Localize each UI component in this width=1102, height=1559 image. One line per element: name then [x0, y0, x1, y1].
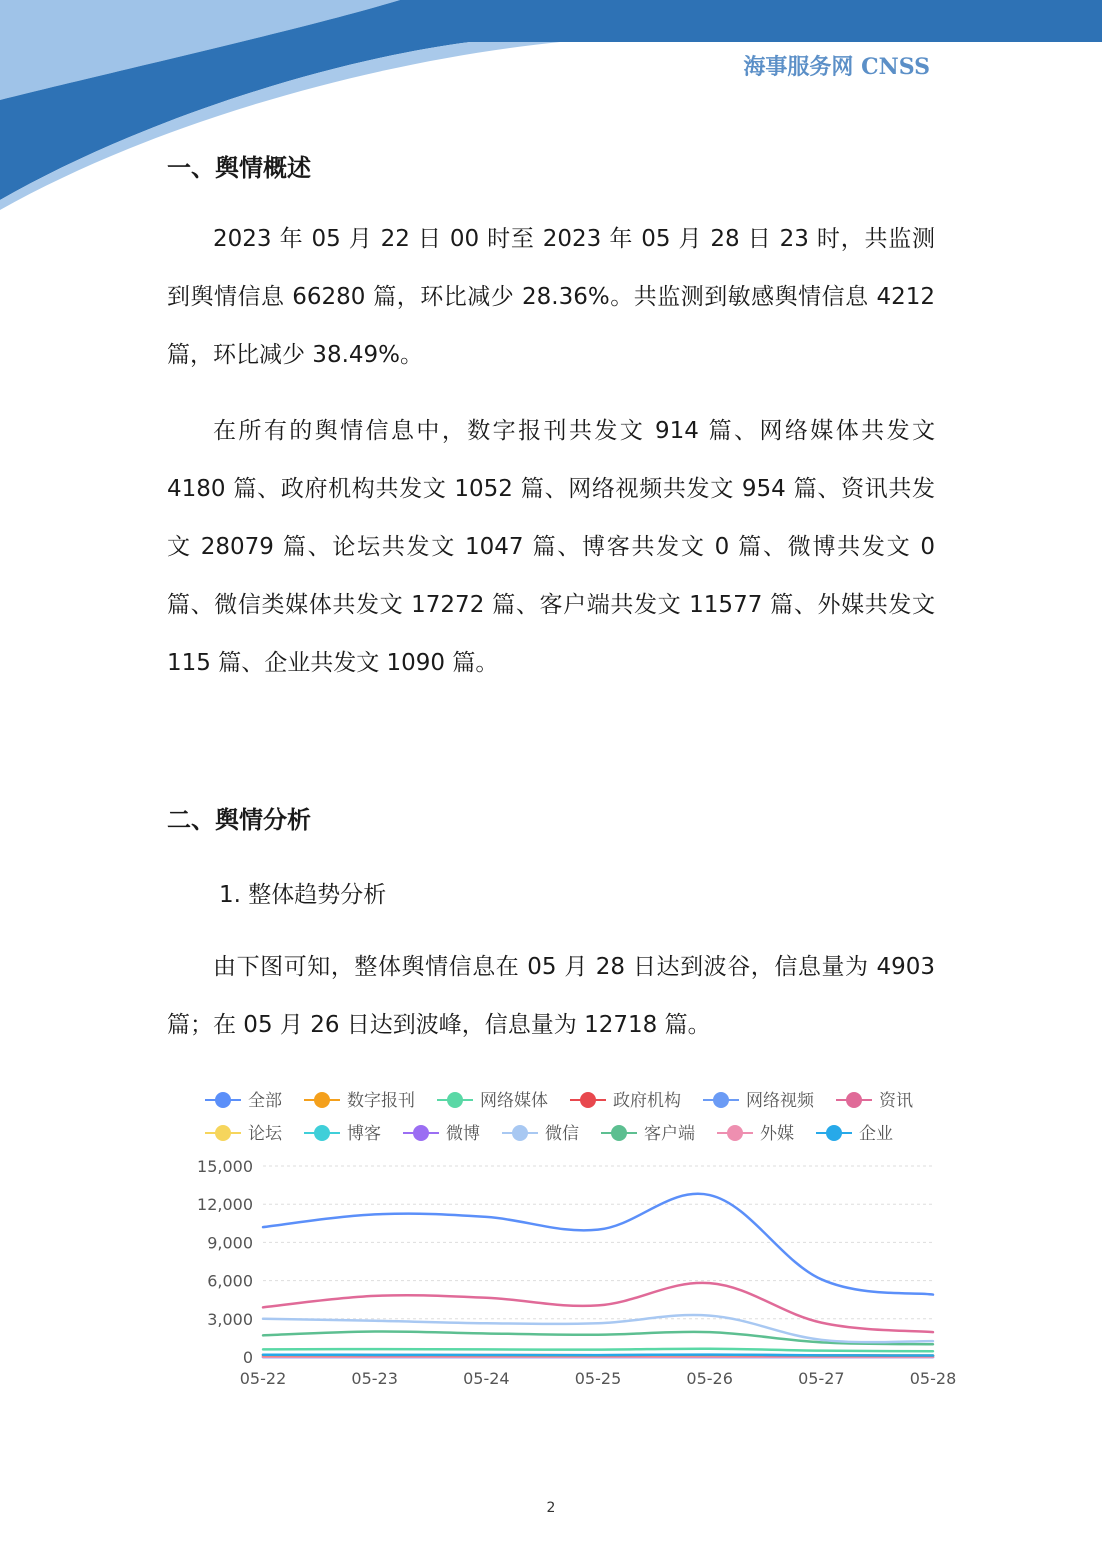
legend-marker	[713, 1092, 729, 1108]
series-line	[263, 1315, 933, 1342]
legend-label: 资讯	[879, 1091, 913, 1111]
subheading-trend: 1. 整体趋势分析	[219, 882, 387, 908]
legend-item[interactable]	[304, 1091, 415, 1111]
chart-grid	[263, 1166, 933, 1357]
legend-item[interactable]	[437, 1091, 548, 1111]
x-tick-label: 05-22	[239, 1369, 287, 1388]
legend-item[interactable]	[717, 1124, 794, 1144]
x-tick-label: 05-24	[463, 1369, 510, 1388]
chart-series-lines	[263, 1194, 933, 1357]
y-tick-label: 15,000	[197, 1157, 253, 1176]
series-line	[263, 1194, 933, 1295]
brand-logo-text: 海事服务网 CNSS	[743, 54, 930, 80]
header-banner	[0, 0, 1102, 210]
y-tick-label: 9,000	[207, 1233, 253, 1253]
trend-paragraph: 由下图可知，整体舆情信息在 05 月 28 日达到波谷，信息量为 4903 篇；在 05 月 26 日达到波峰，信息量为 12718 篇。	[167, 954, 935, 1038]
chart-x-axis	[240, 1369, 957, 1388]
legend-marker	[413, 1125, 429, 1141]
x-tick-label: 05-28	[909, 1369, 957, 1388]
legend-label: 客户端	[644, 1124, 695, 1144]
chart-y-axis	[197, 1157, 253, 1367]
legend-item[interactable]	[703, 1091, 815, 1111]
series-line	[263, 1349, 933, 1352]
overview-paragraph-2: 在所有的舆情信息中，数字报刊共发文 914 篇、网络媒体共发文 4180 篇、政府机构共发文 1052 篇、网络视频共发文 954 篇、资讯共发文 28079 篇、论坛共发文 1047 篇、博客共发文 0 篇、微博共发文 0 篇、微信类媒体共发文 17272 篇、客户端共发文 11577 篇、外媒共发文 115 篇、企业共发文 1090 篇。	[167, 418, 935, 676]
x-tick-label: 05-27	[798, 1369, 845, 1388]
legend-label: 网络媒体	[480, 1091, 548, 1111]
legend-item[interactable]	[816, 1124, 893, 1144]
legend-marker	[611, 1125, 627, 1141]
y-tick-label: 6,000	[207, 1271, 253, 1291]
legend-label: 数字报刊	[347, 1091, 415, 1111]
y-tick-label: 12,000	[197, 1195, 253, 1215]
series-line	[263, 1355, 933, 1356]
trend-line-chart	[195, 1080, 975, 1400]
chart-legend	[205, 1091, 913, 1144]
legend-label: 网络视频	[746, 1091, 814, 1111]
series-line	[263, 1283, 933, 1332]
legend-item[interactable]	[205, 1091, 282, 1111]
legend-marker	[314, 1092, 330, 1108]
legend-item[interactable]	[403, 1124, 480, 1144]
legend-label: 博客	[347, 1124, 381, 1144]
legend-marker	[215, 1125, 231, 1141]
legend-item[interactable]	[836, 1091, 913, 1111]
legend-item[interactable]	[502, 1124, 579, 1144]
y-tick-label: 0	[242, 1348, 253, 1367]
legend-label: 政府机构	[613, 1091, 681, 1111]
section-heading-overview: 一、舆情概述	[167, 154, 311, 182]
legend-item[interactable]	[304, 1124, 381, 1144]
page-number: 2	[546, 1500, 556, 1516]
legend-label: 论坛	[248, 1124, 282, 1144]
legend-marker	[580, 1092, 596, 1108]
legend-marker	[314, 1125, 330, 1141]
legend-label: 企业	[859, 1124, 893, 1144]
overview-paragraph-1: 2023 年 05 月 22 日 00 时至 2023 年 05 月 28 日 23 时，共监测到舆情信息 66280 篇，环比减少 28.36%。共监测到敏感舆情信息 4212 篇，环比减少 38.49%。	[167, 226, 935, 368]
legend-item[interactable]	[570, 1091, 681, 1111]
x-tick-label: 05-23	[351, 1369, 398, 1388]
x-tick-label: 05-25	[574, 1369, 622, 1388]
legend-marker	[447, 1092, 463, 1108]
legend-item[interactable]	[205, 1124, 283, 1144]
series-line	[263, 1331, 933, 1344]
legend-label: 微博	[446, 1124, 480, 1144]
legend-marker	[846, 1092, 862, 1108]
legend-marker	[215, 1092, 231, 1108]
legend-marker	[826, 1125, 842, 1141]
legend-marker	[512, 1125, 528, 1141]
legend-label: 全部	[248, 1091, 282, 1111]
legend-label: 微信	[545, 1124, 579, 1144]
section-heading-analysis: 二、舆情分析	[167, 806, 311, 834]
x-tick-label: 05-26	[686, 1369, 733, 1388]
legend-marker	[727, 1125, 743, 1141]
y-tick-label: 3,000	[207, 1309, 253, 1329]
legend-label: 外媒	[760, 1124, 794, 1144]
legend-item[interactable]	[601, 1124, 695, 1144]
